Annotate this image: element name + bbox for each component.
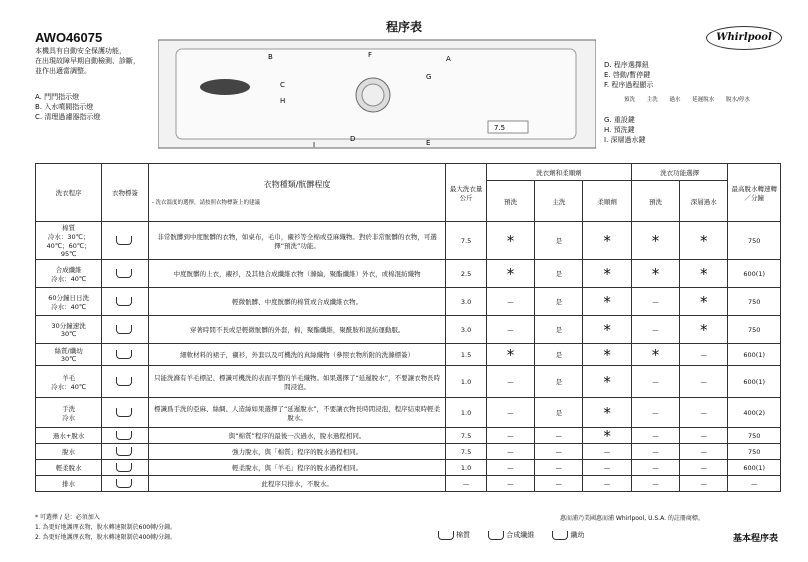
- main-detergent: 是: [535, 288, 583, 316]
- fabric-label-icons: [102, 260, 149, 288]
- washtub-icon: [116, 463, 132, 472]
- max-load: 1.5: [446, 344, 487, 366]
- main-detergent: 是: [535, 398, 583, 428]
- phase-label: 預洗: [624, 97, 636, 103]
- program-temp: 冷水：40℃: [51, 302, 87, 311]
- prewash-detergent: —: [486, 398, 534, 428]
- program-name-text: 輕柔脫水: [55, 464, 82, 472]
- washtub-icon: [116, 479, 132, 488]
- washtub-icon: [116, 447, 132, 456]
- table-row: [36, 398, 781, 428]
- option-prewash: *: [631, 260, 679, 288]
- col-label: 衣物標簽: [102, 164, 149, 222]
- program-name: [36, 288, 102, 316]
- max-load: 2.5: [446, 260, 487, 288]
- max-load: 3.0: [446, 288, 487, 316]
- option-rinse: *: [680, 288, 728, 316]
- max-load: 1.0: [446, 398, 487, 428]
- softener: *: [583, 260, 631, 288]
- phase-indicators: [624, 95, 760, 103]
- model-number: AWO46075: [35, 30, 103, 45]
- option-prewash: —: [631, 460, 679, 476]
- program-description: 標識爲手洗的亞麻、絲綢、人造絲如果選擇了“延遲脫水”，不要讓衣物長時間浸泡，程序結束時輕柔脫水。: [148, 398, 446, 428]
- main-detergent: 是: [535, 366, 583, 398]
- program-name: [36, 476, 102, 492]
- program-name-text: 過水+脫水: [52, 432, 85, 440]
- option-prewash: *: [631, 222, 679, 260]
- option-rinse: —: [680, 398, 728, 428]
- prewash-detergent: *: [486, 222, 534, 260]
- option-rinse: —: [680, 476, 728, 492]
- legend-item: D. 程序選擇鈕: [604, 61, 649, 69]
- spin-speed: 600(1): [728, 260, 781, 288]
- panel-logo: [200, 79, 250, 95]
- legend-cotton: 棉質: [438, 531, 470, 539]
- program-description: 只能洗滌有羊毛標記、標識可機洗的表面平整的羊毛織物。如果選擇了“延遲脫水”，不要讓衣物長時間浸泡。: [148, 366, 446, 398]
- max-load: 1.0: [446, 366, 487, 398]
- option-prewash: —: [631, 398, 679, 428]
- spin-speed: —: [728, 476, 781, 492]
- col-detergent: 洗衣劑和柔順劑: [486, 164, 631, 181]
- program-description: 與“棉質”程序的最後一次過水，脫水過程相同。: [148, 428, 446, 444]
- program-temp: 冷水: [62, 413, 76, 422]
- intro-line: 本機具有自動安全保護功能，: [35, 47, 126, 55]
- col-spin: 最高脫水轉速轉／分鐘: [728, 164, 781, 222]
- program-name: [36, 316, 102, 344]
- main-detergent: —: [535, 476, 583, 492]
- option-prewash: —: [631, 366, 679, 398]
- fabric-label-icons: [102, 366, 149, 398]
- program-name-text: 30分鐘速洗: [51, 322, 86, 330]
- option-prewash: —: [631, 444, 679, 460]
- program-description: 細軟材料的裙子，襯衫，外套以及可機洗的真絲織物（參照衣物所附的洗滌標簽）: [148, 344, 446, 366]
- callout-e: E: [426, 139, 431, 147]
- max-load: 7.5: [446, 428, 487, 444]
- display-value: 7.5: [494, 124, 506, 132]
- fabric-label-icons: [102, 316, 149, 344]
- prewash-detergent: —: [486, 476, 534, 492]
- callout-g: G: [426, 73, 432, 81]
- softener: —: [583, 460, 631, 476]
- spin-speed: 750: [728, 444, 781, 460]
- program-table: [35, 163, 781, 492]
- main-detergent: 是: [535, 260, 583, 288]
- washtub-icon: [116, 431, 132, 440]
- sub-opt-rinse: 深層過水: [680, 181, 728, 222]
- legend-right: [604, 60, 653, 90]
- col-type: [148, 164, 446, 222]
- table-row: [36, 428, 781, 444]
- washtub-icon: [116, 236, 132, 245]
- washtub-icon: [488, 531, 504, 540]
- legend-delicate: 纖幼: [552, 531, 584, 539]
- program-name-text: 手洗: [62, 404, 76, 413]
- fabric-label-icons: [102, 476, 149, 492]
- spin-speed: 750: [728, 428, 781, 444]
- fabric-label-icons: [102, 288, 149, 316]
- washtub-icon: [116, 297, 132, 306]
- softener: *: [583, 398, 631, 428]
- sub-main: 主洗: [535, 181, 583, 222]
- table-row: [36, 316, 781, 344]
- prewash-detergent: —: [486, 444, 534, 460]
- intro-text: [35, 46, 160, 76]
- prewash-detergent: —: [486, 460, 534, 476]
- program-name: [36, 398, 102, 428]
- option-rinse: —: [680, 366, 728, 398]
- intro-line: 在出現故障早期自動檢測、診斷，: [35, 57, 140, 65]
- col-type-note: - 洗衣溫度的選擇，請按照衣物標簽上的建議: [151, 200, 261, 206]
- table-row: [36, 476, 781, 492]
- doc-title: 基本程序表: [733, 534, 779, 544]
- program-name-text: 絲質/纖幼: [54, 347, 83, 355]
- washtub-icon: [438, 531, 454, 540]
- callout-b: B: [268, 53, 273, 61]
- phase-label: 過水: [669, 97, 681, 103]
- softener: *: [583, 222, 631, 260]
- washtub-icon: [116, 350, 132, 359]
- option-rinse: —: [680, 444, 728, 460]
- max-load: —: [446, 476, 487, 492]
- main-detergent: —: [535, 460, 583, 476]
- spin-speed: 400(2): [728, 398, 781, 428]
- program-name: [36, 428, 102, 444]
- program-name-text: 60分鐘日日洗: [48, 293, 90, 302]
- program-name-text: 合成纖維: [55, 265, 82, 274]
- prewash-detergent: *: [486, 260, 534, 288]
- program-name: [36, 344, 102, 366]
- program-name: [36, 260, 102, 288]
- legend-item: H. 預洗鍵: [604, 126, 635, 134]
- sub-prewash: 預洗: [486, 181, 534, 222]
- spin-speed: 750: [728, 288, 781, 316]
- footnote: 2. 為更好地護理衣物，脫水轉速限制於400轉/分鐘。: [35, 534, 177, 541]
- program-description: 非常骯髒到中度骯髒的衣物，如桌布，毛巾，襯衫等全棉或亞麻織物。對於非常骯髒的衣物，可選擇“預洗”功能。: [148, 222, 446, 260]
- option-rinse: —: [680, 428, 728, 444]
- callout-d: D: [350, 135, 356, 143]
- whirlpool-logo: Whirlpool: [706, 26, 782, 50]
- option-rinse: *: [680, 222, 728, 260]
- table-row: [36, 366, 781, 398]
- footnote: 1. 為更好地護理衣物，脫水轉速限制於600轉/分鐘。: [35, 524, 177, 531]
- program-name: [36, 460, 102, 476]
- softener: *: [583, 366, 631, 398]
- prewash-detergent: —: [486, 316, 534, 344]
- legend-item: I. 深層過水鍵: [604, 136, 646, 144]
- legend-item: C. 清理過濾器指示燈: [35, 113, 101, 121]
- program-name-text: 棉質: [62, 224, 76, 232]
- col-program: 洗衣程序: [36, 164, 102, 222]
- col-type-title: 衣物種類/骯髒程度: [263, 180, 331, 189]
- col-maxload: 最大洗衣量公斤: [446, 164, 487, 222]
- footnote: * 可選擇 / 是：必須加入: [35, 514, 100, 521]
- legend-item: F. 程序過程顯示: [604, 81, 654, 89]
- prewash-detergent: —: [486, 288, 534, 316]
- spin-speed: 600(1): [728, 460, 781, 476]
- fabric-label-icons: [102, 398, 149, 428]
- option-prewash: —: [631, 476, 679, 492]
- program-name: [36, 366, 102, 398]
- option-rinse: *: [680, 260, 728, 288]
- softener: *: [583, 428, 631, 444]
- washtub-icon: [116, 377, 132, 386]
- program-description: 此程序只排水，不脫水。: [148, 476, 446, 492]
- washtub-icon: [116, 408, 132, 417]
- spin-speed: 600(1): [728, 366, 781, 398]
- option-rinse: —: [680, 460, 728, 476]
- option-prewash: —: [631, 288, 679, 316]
- softener: —: [583, 444, 631, 460]
- trademark-note: 惠而浦乃美國惠而浦 Whirlpool, U.S.A. 的註冊商標。: [560, 515, 704, 522]
- option-rinse: —: [680, 344, 728, 366]
- max-load: 7.5: [446, 222, 487, 260]
- program-description: 輕柔脫水，與「羊毛」程序的脫水過程相同。: [148, 460, 446, 476]
- washtub-icon: [116, 269, 132, 278]
- program-temp: 冷水：40℃: [51, 382, 87, 391]
- option-rinse: *: [680, 316, 728, 344]
- main-detergent: 是: [535, 344, 583, 366]
- spin-speed: 750: [728, 222, 781, 260]
- callout-f: F: [368, 51, 373, 59]
- max-load: 3.0: [446, 316, 487, 344]
- phase-label: 脫水/停水: [726, 97, 750, 103]
- program-description: 中度骯髒的上衣，襯衫，及其他合成纖維衣物（滌綸，聚酯纖維）外衣，或棉混紡織物: [148, 260, 446, 288]
- option-prewash: *: [631, 344, 679, 366]
- softener: —: [583, 476, 631, 492]
- max-load: 7.5: [446, 444, 487, 460]
- program-temp: 30℃: [60, 355, 77, 363]
- callout-h: H: [280, 97, 286, 105]
- fabric-label-icons: [102, 344, 149, 366]
- table-row: [36, 288, 781, 316]
- legend-item: B. 入水噴閥指示燈: [35, 103, 94, 111]
- program-temp: 冷水：30℃；40℃；60℃；95℃: [46, 233, 91, 258]
- table-row: [36, 444, 781, 460]
- program-name-text: 羊毛: [62, 373, 76, 382]
- main-detergent: —: [535, 428, 583, 444]
- legend-left: [35, 92, 100, 122]
- legend-right-2: [604, 115, 646, 145]
- table-row: [36, 222, 781, 260]
- program-description: 強力脫水，與「棉質」程序的脫水過程相同。: [148, 444, 446, 460]
- prewash-detergent: —: [486, 428, 534, 444]
- prewash-detergent: —: [486, 366, 534, 398]
- softener: *: [583, 316, 631, 344]
- program-temp: 冷水：40℃: [51, 274, 87, 283]
- spin-speed: 600(1): [728, 344, 781, 366]
- program-name: [36, 444, 102, 460]
- washtub-icon: [552, 531, 568, 540]
- washtub-icon: [116, 325, 132, 334]
- control-panel-drawing: [158, 35, 596, 150]
- intro-line: 並作出適當調整。: [35, 67, 91, 75]
- phase-label: 主洗: [646, 97, 658, 103]
- sub-softener: 柔順劑: [583, 181, 631, 222]
- footnotes: [35, 513, 176, 543]
- program-name-text: 脫水: [62, 448, 76, 456]
- prewash-detergent: *: [486, 344, 534, 366]
- program-description: 穿著時間不長或是輕微骯髒的外套，棉，聚酯纖維，聚酰胺和混紡運動服。: [148, 316, 446, 344]
- legend-item: E. 啓動/暫停鍵: [604, 71, 651, 79]
- max-load: 1.0: [446, 460, 487, 476]
- table-row: [36, 344, 781, 366]
- callout-i: I: [313, 141, 316, 149]
- page-title: 程序表: [385, 20, 422, 34]
- col-options: 洗衣功能選擇: [631, 164, 728, 181]
- fabric-label-icons: [102, 460, 149, 476]
- legend-item: A. 門門指示燈: [35, 93, 80, 101]
- program-description: 輕微骯髒、中度骯髒的棉質或合成纖維衣物。: [148, 288, 446, 316]
- program-name-text: 排水: [62, 480, 76, 488]
- main-detergent: —: [535, 444, 583, 460]
- fabric-label-icons: [102, 428, 149, 444]
- program-name: [36, 222, 102, 260]
- sub-opt-prewash: 預洗: [631, 181, 679, 222]
- spin-speed: 750: [728, 316, 781, 344]
- phase-label: 延遲脫水: [692, 97, 715, 103]
- legend-synthetic: 合成纖維: [488, 531, 534, 539]
- softener: *: [583, 288, 631, 316]
- callout-c: C: [280, 81, 285, 89]
- option-prewash: —: [631, 316, 679, 344]
- option-prewash: —: [631, 428, 679, 444]
- table-row: [36, 260, 781, 288]
- main-detergent: 是: [535, 222, 583, 260]
- table-row: [36, 460, 781, 476]
- softener: *: [583, 344, 631, 366]
- fabric-label-icons: [102, 222, 149, 260]
- program-temp: 30℃: [60, 330, 77, 338]
- callout-a: A: [446, 55, 451, 63]
- fabric-label-icons: [102, 444, 149, 460]
- main-detergent: 是: [535, 316, 583, 344]
- label-legend: [438, 530, 600, 540]
- legend-item: G. 重設鍵: [604, 116, 635, 124]
